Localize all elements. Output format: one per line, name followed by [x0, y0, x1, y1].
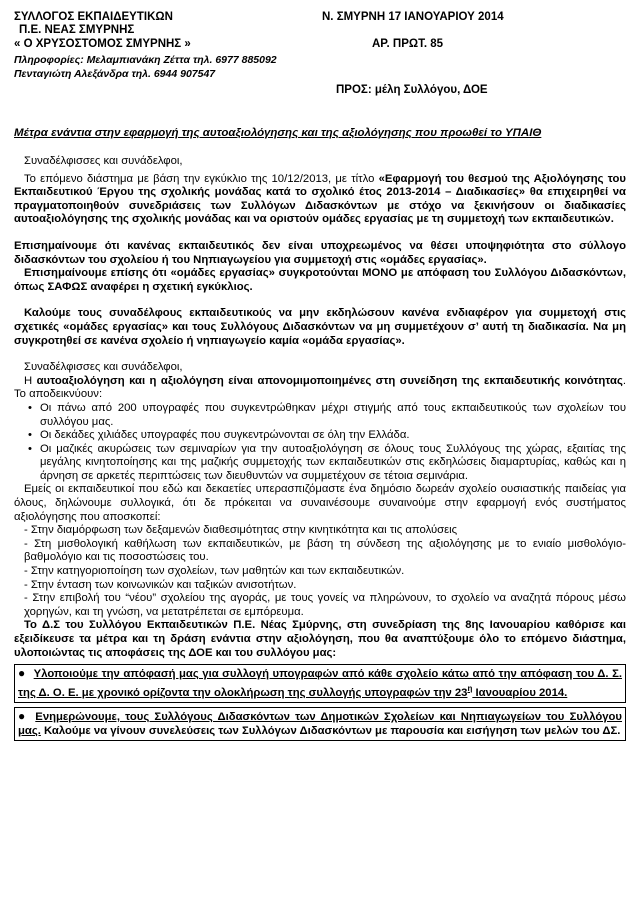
paragraph-5-text: Η: [24, 374, 37, 387]
paragraph-3: Επισημαίνουμε επίσης ότι «ομάδες εργασίας» συγκροτούνται ΜΟΝΟ με απόφαση του Συλλόγου Διδασκόντων, όπως ΣΑΦΩΣ αναφέρει η σχετική εγκύκλιος.: [14, 267, 626, 293]
org-name-line3: « Ο ΧΡΥΣΟΣΤΟΜΟΣ ΣΜΥΡΝΗΣ »: [14, 38, 191, 50]
box-bullet-icon: ●: [18, 666, 26, 681]
org-name-line1: ΣΥΛΛΟΓΟΣ ΕΚΠΑΙΔΕΥΤΙΚΩΝ: [14, 11, 173, 23]
document-body: [14, 155, 626, 741]
decision-1-date: Ιανουαρίου 2014.: [472, 686, 568, 699]
paragraph-4: Καλούμε τους συναδέλφους εκπαιδευτικούς να μην εκδηλώσουν κανένα ενδιαφέρον για συμμετοχή στις σχετικές «ομάδες εργασίας» και τους Συλλόγους Διδασκόντων να μη συμμετέχουν σ’ αυτή τη διαδικασία. Να μη συγκροτηθεί σε κανένα σχολείο ή νηπιαγωγείο καμία «ομάδα εργασίας».: [14, 307, 626, 347]
list-item: [14, 429, 626, 443]
decision-2-underlined: Ενημερώνουμε, τους Συλλόγους Διδασκόντων των Δημοτικών Σχολείων και Νηπιαγωγείων του Συλλόγου μας.: [18, 711, 623, 737]
dash-item: - Στην κατηγοριοποίηση των σχολείων, των μαθητών και των εκπαιδευτικών.: [24, 565, 405, 578]
decision-1-superscript: η: [467, 683, 473, 693]
dash-item: - Στην διαμόρφωση των δεξαμενών διαθεσιμότητας στην κινητικότητα και τις απολύσεις: [24, 524, 458, 537]
list-item-text: Οι μαζικές ακυρώσεις των σεμιναρίων για την αυτοαξιολόγηση σε όλους τους Συλλόγους της χώρας, εξαιτίας της μεγάλης κινητοποίησης και της μαζικής συμμετοχής των εκπαιδευτικών στις εκδηλώσεις διαμαρτυρίας, καθώς και η άρνηση σε αρκετές περιπτώσεις των διευθυντών να συμμετέχουν σε τέτοια σεμινάρια.: [40, 442, 626, 482]
paragraph-1: [14, 173, 626, 227]
paragraph-2: Επισημαίνουμε ότι κανένας εκπαιδευτικός δεν είναι υποχρεωμένος να θέσει υποψηφιότητα στο σύλλογο διδασκόντων του σχολείου ή του Νηπιαγωγείου για συμμετοχή στις «ομάδες εργασίας».: [14, 239, 626, 266]
paragraph-5-bold: αυτοαξιολόγηση και η αξιολόγηση είναι απονομιμοποιημένες στη συνείδηση της εκπαιδευτικής κοινότητας: [36, 374, 623, 387]
dash-item: - Στη μισθολογική καθήλωση των εκπαιδευτικών, με βάση τη σύνδεση της αξιολόγησης με το ενιαίο μισθολόγιο-βαθμολόγιο και τις ποσοστώσεις του.: [24, 537, 626, 564]
paragraph-5-tail: . Το αποδεικνύουν:: [14, 374, 626, 401]
document-date: Ν. ΣΜΥΡΝΗ 17 ΙΑΝΟΥΑΡΙΟΥ 2014: [322, 11, 504, 23]
box-bullet-icon: ●: [18, 709, 28, 724]
paragraph-1-bold: «Εφαρμογή του θεσμού της Αξιολόγησης του Εκπαιδευτικού Έργου της σχολικής μονάδας κατά το σχολικό έτος 2013-2014 – Διαδικασίες» θα επιχειρηθεί να πραγματοποιηθούν συνεδριάσεις των Συλλόγων Διδασκόντων με στόχο να ξεκινήσουν οι διαδικασίες αυτοαξιολόγησης της σχολικής μονάδας και να οριστούν ομάδες εργασίας με τη συμμετοχή των εκπαιδευτικών.: [14, 172, 626, 226]
greeting: Συναδέλφισσες και συνάδελφοι,: [24, 155, 183, 167]
org-name-line2: Π.Ε. ΝΕΑΣ ΣΜΥΡΝΗΣ: [19, 24, 135, 36]
greeting-2: Συναδέλφισσες και συνάδελφοι,: [24, 361, 183, 374]
contact-info-line2: Πενταγιώτη Αλεξάνδρα τηλ. 6944 907547: [14, 68, 216, 80]
bullet-icon: •: [28, 429, 32, 442]
paragraph-6: Εμείς οι εκπαιδευτικοί που εδώ και δεκαετίες υπερασπιζόμαστε ένα δημόσιο δωρεάν σχολείο ουσιαστικής παιδείας για όλους, δηλώνουμε συλλογικά, ότι δε πρόκειται να συναινέσουμε συναινούμε στην εφαρμογή ενός συστήματος αξιολόγησης που αποσκοπεί:: [14, 483, 626, 523]
decision-box-1: [14, 664, 626, 703]
protocol-number: ΑΡ. ΠΡΩΤ. 85: [372, 38, 444, 50]
paragraph-7: Το Δ.Σ του Συλλόγου Εκπαιδευτικών Π.Ε. Νέας Σμύρνης, στη συνεδρίαση της 8ης Ιανουαρίου καθόρισε και εξειδίκευσε τα μέτρα και τη δράση ενάντια στην αξιολόγηση, που θα αναπτύξουμε όλο το επόμενο διάστημα, υλοποιώντας τις αποφάσεις της ΔΟΕ και του συλλόγου μας:: [14, 619, 626, 659]
document-title: Μέτρα ενάντια στην εφαρμογή της αυτοαξιολόγησης και της αξιολόγησης που προωθεί το ΥΠΑΙΘ: [14, 127, 542, 139]
bullet-icon: •: [28, 401, 32, 414]
contact-info-line1: Πληροφορίες: Μελαμπιανάκη Ζέττα τηλ. 6977 885092: [14, 54, 277, 66]
dash-item: - Στην επιβολή του “νέου” σχολείου της αγοράς, με τους γονείς να πληρώνουν, το σχολείο να αναζητά πόρους μέσω χορηγών, και τη γνώση, να μετατρέπεται σε εμπόρευμα.: [24, 592, 626, 618]
paragraph-1-text: Το επόμενο διάστημα με βάση την εγκύκλιο της 10/12/2013, με τίτλο: [24, 172, 379, 185]
decision-1-text: Υλοποιούμε την απόφασή μας για συλλογή υπογραφών από κάθε σχολείο κάτω από την απόφαση του Δ. Σ. της Δ. Ο. Ε. με χρονικό ορίζοντα την ολοκλήρωση της συλλογής υπογραφών την 23: [18, 668, 622, 699]
list-item: [14, 443, 626, 484]
list-item-text: Οι πάνω από 200 υπογραφές που συγκεντρώθηκαν μέχρι στιγμής από τους εκπαιδευτικούς των σχολείων του συλλόγου μας.: [40, 401, 626, 428]
decision-2-text: Καλούμε να γίνουν συνελεύσεις των Συλλόγων Διδασκόντων με παρουσία και εισήγηση των μελών του ΔΣ.: [40, 724, 621, 737]
recipients: ΠΡΟΣ: μέλη Συλλόγου, ΔΟΕ: [336, 84, 488, 96]
list-item: [14, 402, 626, 429]
bullet-icon: •: [28, 442, 32, 455]
paragraph-5: [14, 375, 626, 402]
decision-box-2: [14, 707, 626, 741]
dash-item: - Στην ένταση των κοινωνικών και ταξικών ανισοτήτων.: [24, 578, 297, 591]
list-item-text: Οι δεκάδες χιλιάδες υπογραφές που συγκεντρώνονται σε όλη την Ελλάδα.: [40, 429, 410, 442]
